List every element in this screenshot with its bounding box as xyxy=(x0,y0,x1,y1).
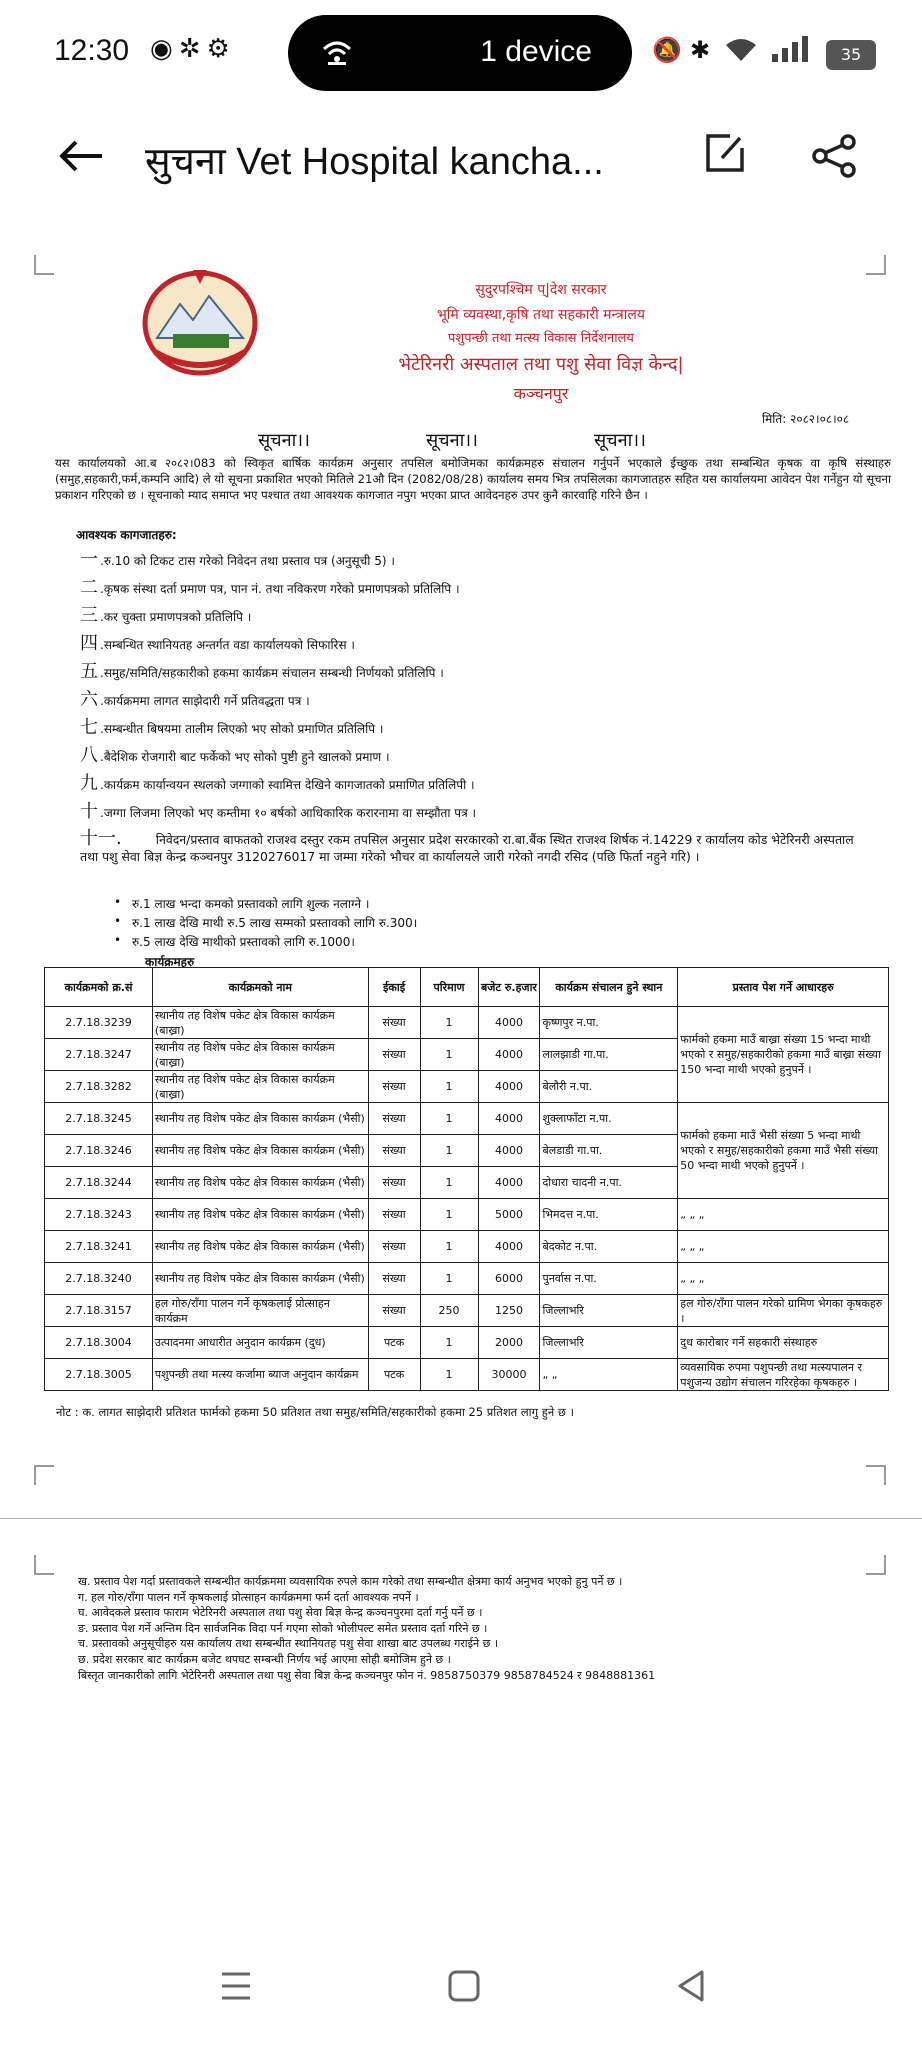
cell: 250 xyxy=(420,1295,478,1327)
cell: लालझाडी गा.पा. xyxy=(540,1039,678,1071)
cell: 2.7.18.3246 xyxy=(45,1135,153,1167)
cell: 2.7.18.3157 xyxy=(45,1295,153,1327)
footer-note: घ. आवेदकले प्रस्ताव फाराम भेटेरिनरी अस्पताल तथा पशु सेवा बिज्ञ केन्द्र कञ्चनपुरमा दर्ता गर्नु पर्ने छ । xyxy=(78,1606,483,1620)
cell: 4000 xyxy=(478,1103,540,1135)
cell: स्थानीय तह विशेष पकेट क्षेत्र विकास कार्यक्रम (बाख्रा) xyxy=(152,1007,368,1039)
programs-table xyxy=(44,967,889,1391)
cell: 4000 xyxy=(478,1007,540,1039)
table-row xyxy=(45,1263,889,1295)
cell: दोधारा चादनी न.पा. xyxy=(540,1167,678,1199)
district-name: कञ्चनपुर xyxy=(513,384,569,403)
column-header: परिमाण xyxy=(420,968,478,1007)
cell: 2.7.18.3247 xyxy=(45,1039,153,1071)
system-nav-bar xyxy=(0,1950,922,2048)
requirement-item: 二 .कृषक संस्था दर्ता प्रमाण पत्र, पान नं. तथा नविकरण गरेको प्रमाणपत्रको प्रतिलिपि । xyxy=(80,577,460,598)
page-title: सुचना Vet Hospital kancha... xyxy=(145,141,604,183)
cell: संख्या xyxy=(368,1263,420,1295)
cell: „ „ „ xyxy=(678,1231,889,1263)
cell: 1 xyxy=(420,1359,478,1391)
cell: 2.7.18.3282 xyxy=(45,1071,153,1103)
cell: फार्मको हकमा माउँ भैसी संख्या 5 भन्दा माथी भएको र समुह/सहकारीको हकमा माउँ भैसी संख्या 50 भन्दा माथी भएको हुनुपर्ने । xyxy=(678,1103,889,1199)
cell: 6000 xyxy=(478,1263,540,1295)
cell: फार्मको हकमा माउँ बाख्रा संख्या 15 भन्दा माथी भएको र समुह/सहकारीको हकमा माउँ बाख्रा संख्या 150 भन्दा माथी भएको हुनुपर्ने । xyxy=(678,1007,889,1103)
cell: स्थानीय तह विशेष पकेट क्षेत्र विकास कार्यक्रम (भैसी) xyxy=(152,1135,368,1167)
cell: संख्या xyxy=(368,1295,420,1327)
footer-note: ख. प्रस्ताव पेश गर्दा प्रस्तावकले सम्बन्धीत कार्यक्रममा व्यवसायिक रुपले काम गरेको तथा सम्बन्धीत क्षेत्रमा कार्य अनुभव भएको हुनु पर्ने छ । xyxy=(78,1575,623,1588)
clock: 12:30 xyxy=(54,34,130,67)
requirement-item: 三 .कर चुक्ता प्रमाणपत्रको प्रतिलिपि । xyxy=(80,605,252,626)
cell: 1250 xyxy=(478,1295,540,1327)
cell: स्थानीय तह विशेष पकेट क्षेत्र विकास कार्यक्रम (बाख्रा) xyxy=(152,1039,368,1071)
cell: 5000 xyxy=(478,1199,540,1231)
cell: स्थानीय तह विशेष पकेट क्षेत्र विकास कार्यक्रम (भैसी) xyxy=(152,1231,368,1263)
table-header-row xyxy=(45,968,889,1007)
messenger-icon: ◉ xyxy=(150,34,179,64)
cell: 2.7.18.3240 xyxy=(45,1263,153,1295)
fee-item: • रु.1 लाख भन्दा कमको प्रस्तावको लागि शुल्क नलाग्ने । xyxy=(132,895,369,912)
cell: 1 xyxy=(420,1231,478,1263)
table-row xyxy=(45,1103,889,1135)
device-count: 1 device xyxy=(480,35,592,68)
sync-icon: ✲ xyxy=(178,34,207,64)
cell: संख्या xyxy=(368,1167,420,1199)
cell: 1 xyxy=(420,1263,478,1295)
footer-note: छ. प्रदेश सरकार बाट कार्यक्रम बजेट थपघट सम्बन्धी निर्णय भई आएमा सोही बमोजिम हुने छ । xyxy=(78,1652,451,1666)
requirement-item: 一 .रु.10 को टिकट टास गरेको निवेदन तथा प्रस्ताव पत्र (अनुसूची 5) । xyxy=(80,549,395,570)
recent-apps-icon[interactable] xyxy=(218,1966,254,2010)
back-icon[interactable] xyxy=(672,1966,708,2010)
cell: 4000 xyxy=(478,1071,540,1103)
cell: संख्या xyxy=(368,1039,420,1071)
cell: 4000 xyxy=(478,1167,540,1199)
cell: उत्पादनमा आधारीत अनुदान कार्यक्रम (दुध) xyxy=(152,1327,368,1359)
cell: 2000 xyxy=(478,1327,540,1359)
signal-icon xyxy=(770,36,814,68)
cell: पुनर्वास न.पा. xyxy=(540,1263,678,1295)
cell: संख्या xyxy=(368,1231,420,1263)
cell: हल गोरु/राँगा पालन गरेको ग्रामिण भेगका कृषकहरु । xyxy=(678,1295,889,1327)
wifi-icon xyxy=(724,36,758,68)
cell: 1 xyxy=(420,1039,478,1071)
column-header: बजेट रु.हजार xyxy=(478,968,540,1007)
programs-heading: कार्यक्रमहरु xyxy=(145,955,195,969)
cell: 2.7.18.3239 xyxy=(45,1007,153,1039)
notice-word: सूचना।। xyxy=(594,430,646,451)
table-row xyxy=(45,1327,889,1359)
footer-note: बिस्तृत जानकारीको लागि भेटेरिनरी अस्पताल तथा पशु सेवा बिज्ञ केन्द्र कञ्चनपुर फोन नं. 9858750379 9858784524 र 9848881361 xyxy=(78,1668,656,1682)
table-row xyxy=(45,1359,889,1391)
battery-icon: 35 xyxy=(826,40,876,70)
home-icon[interactable] xyxy=(446,1966,482,2010)
page-corner xyxy=(34,1465,54,1485)
cell: स्थानीय तह विशेष पकेट क्षेत्र विकास कार्यक्रम (भैसी) xyxy=(152,1263,368,1295)
cell: 1 xyxy=(420,1103,478,1135)
cell: संख्या xyxy=(368,1007,420,1039)
table-row xyxy=(45,1295,889,1327)
requirement-item: 六 .कार्यक्रममा लागत साझेदारी गर्ने प्रतिवद्धता पत्र । xyxy=(80,689,310,710)
cell: व्यवसायिक रुपमा पशुपन्छी तथा मत्स्यपालन र पशुजन्य उद्योग संचालन गरिरहेका कृषकहरु । xyxy=(678,1359,889,1391)
cell: 2.7.18.3243 xyxy=(45,1199,153,1231)
cell: बेदकोट न.पा. xyxy=(540,1231,678,1263)
gov-name: सुदुरपश्चिम प्|देश सरकार xyxy=(475,282,607,298)
column-header: कार्यक्रम संचालन हुने स्थान xyxy=(540,968,678,1007)
settings-icon: ⚙ xyxy=(206,34,236,64)
ministry-name: भूमि व्यवस्था,कृषि तथा सहकारी मन्त्रालय xyxy=(436,307,646,323)
cell: 1 xyxy=(420,1199,478,1231)
footer-note: च. प्रस्तावको अनुसूचीहरु यस कार्यालय तथा सम्बन्धीत स्थानियतह पशु सेवा शाखा बाट उपलब्ध गराईने छ । xyxy=(78,1637,498,1651)
cell: दुध कारोबार गर्ने सहकारी संस्थाहरु xyxy=(678,1327,889,1359)
requirement-item: 七 .सम्बन्धीत बिषयमा तालीम लिएको भए सोको प्रमाणित प्रतिलिपि । xyxy=(80,717,384,738)
cell: 2.7.18.3005 xyxy=(45,1359,153,1391)
cell: स्थानीय तह विशेष पकेट क्षेत्र विकास कार्यक्रम (भैसी) xyxy=(152,1103,368,1135)
share-icon[interactable] xyxy=(810,132,858,180)
cell: 4000 xyxy=(478,1231,540,1263)
page-divider xyxy=(0,1518,922,1519)
cell: बेलौरी न.पा. xyxy=(540,1071,678,1103)
table-row xyxy=(45,1007,889,1039)
cell: पटक xyxy=(368,1327,420,1359)
cell: भिमदत्त न.पा. xyxy=(540,1199,678,1231)
cell: 4000 xyxy=(478,1135,540,1167)
cell: 30000 xyxy=(478,1359,540,1391)
fee-item: • रु.1 लाख देखि माथी रु.5 लाख सम्मको प्रस्तावको लागि रु.300। xyxy=(132,914,417,931)
cell: 2.7.18.3004 xyxy=(45,1327,153,1359)
wifi-hotspot-icon xyxy=(320,37,354,74)
notification-icons xyxy=(150,34,236,64)
directorate-name: पशुपन्छी तथा मत्स्य विकास निर्देशनालय xyxy=(448,331,634,346)
hospital-name: भेटेरिनरी अस्पताल तथा पशु सेवा विज्ञ केन्द| xyxy=(398,354,684,375)
requirement-item: 五 .समुह/समिति/सहकारीको हकमा कार्यक्रम संचालन सम्बन्धी निर्णयको प्रतिलिपि । xyxy=(80,661,444,682)
cell: जिल्लाभरि xyxy=(540,1295,678,1327)
requirements-heading: आवश्यक कागजातहरु: xyxy=(76,528,177,542)
notice-word: सूचना।। xyxy=(426,430,478,451)
fee-item: • रु.5 लाख देखि माथीको प्रस्तावको लागि रु.1000। xyxy=(132,933,355,950)
mute-icon: 🔕 xyxy=(652,36,682,64)
requirement-item: 九 .कार्यक्रम कार्यान्वयन स्थलको जग्गाको स्वामित्त देखिने कागजातको प्रमाणित प्रतिलिपी । xyxy=(80,773,475,794)
table-note: नोट : क. लागत साझेदारी प्रतिशत फार्मको हकमा 50 प्रतिशत तथा समुह/समिति/सहकारीको हकमा 25 प्रतिशत लागु हुने छ । xyxy=(56,1405,574,1419)
cell: 1 xyxy=(420,1327,478,1359)
cell: „ „ xyxy=(540,1359,678,1391)
requirement-item: 四 .सम्बन्धित स्थानियतह अन्तर्गत वडा कार्यालयको सिफारिस । xyxy=(80,633,355,654)
cell: हल गोरु/राँगा पालन गर्ने कृषकलाई प्रोत्साहन कार्यक्रम xyxy=(152,1295,368,1327)
cell: 2.7.18.3245 xyxy=(45,1103,153,1135)
table-row xyxy=(45,1199,889,1231)
column-header: कार्यक्रमको नाम xyxy=(152,968,368,1007)
column-header: प्रस्ताव पेश गर्ने आधारहरु xyxy=(678,968,889,1007)
requirement-item: 八 .बैदेशिक रोजगारी बाट फर्केको भए सोको पुष्टी हुने खालको प्रमाण । xyxy=(80,745,390,766)
requirement-item: 十 .जग्गा लिजमा लिएको भए कम्तीमा १० बर्षको आधिकारिक करारनामा वा सम्झौता पत्र । xyxy=(80,801,477,822)
cell: „ „ „ xyxy=(678,1199,889,1231)
table-row xyxy=(45,1231,889,1263)
requirement-item: 十一. निवेदन/प्रस्ताव बाफतको राजश्व दस्तुर रकम तपसिल अनुसार प्रदेश सरकारको रा.बा.बैंक स्थित राजश्व शिर्षक नं.14229 र कार्यालय कोड भेटेरिनरी अस्पताल तथा पशु सेवा बिज्ञ केन्द्र कञ्चनपुर 3120276017 मा जम्मा गरेको भौचर वा कार्यालयले जारी गरेको नगदी रसिद (पछि फिर्ता नहुने गरि) । xyxy=(80,828,854,864)
cell: 4000 xyxy=(478,1039,540,1071)
page-corner xyxy=(866,255,886,275)
bluetooth-icon: ✱ xyxy=(690,36,711,64)
page-corner xyxy=(866,1465,886,1485)
cell: पशुपन्छी तथा मत्स्य कर्जामा ब्याज अनुदान कार्यक्रम xyxy=(152,1359,368,1391)
intro-paragraph: यस कार्यालयको आ.ब २०८२।083 को स्विकृत बार्षिक कार्यक्रम अनुसार तपसिल बमोजिमका कार्यक्रमहरु संचालन गर्नुपर्ने भएकाले ईच्छुक तथा सम्बन्धित कृषक वा कृषि संस्थाहरु (समुह,सहकारी,फर्म,कम्पनि आदि) ले यो सूचना प्रकाशित भएको मितिले 21औ दिन (2082/08/28) कार्यालय समय भित्र तपसिलका कागजातहरु सहित यस कार्यालयमा आवेदन पेश गर्नेहुन यो सूचना प्रकाशन गरिएको छ । सूचनाको म्याद समाप्त भए पश्चात तथा आवश्यक कागजात नपुग भएका प्राप्त आवेदनहरु उपर कुनै कारवाहि गरिने छैन । xyxy=(55,456,891,502)
notice-word: सूचना।। xyxy=(258,430,310,451)
status-bar xyxy=(0,0,922,105)
notice-date: मिति: २०८२।०८।०८ xyxy=(762,412,850,426)
column-header: कार्यक्रमको क्र.सं xyxy=(45,968,153,1007)
page-corner xyxy=(34,255,54,275)
cell: संख्या xyxy=(368,1199,420,1231)
cell: स्थानीय तह विशेष पकेट क्षेत्र विकास कार्यक्रम (बाख्रा) xyxy=(152,1071,368,1103)
cell: 1 xyxy=(420,1071,478,1103)
cell: 1 xyxy=(420,1167,478,1199)
cell: 2.7.18.3244 xyxy=(45,1167,153,1199)
app-bar xyxy=(0,110,922,206)
cell: स्थानीय तह विशेष पकेट क्षेत्र विकास कार्यक्रम (भैसी) xyxy=(152,1167,368,1199)
notice-heading xyxy=(258,428,762,452)
column-header: ईकाई xyxy=(368,968,420,1007)
device-pill[interactable] xyxy=(288,15,632,91)
footer-note: ङ. प्रस्ताव पेश गर्ने अन्तिम दिन सार्वजनिक विदा पर्न गएमा सोको भोलीपल्ट समेत प्रस्ताव दर्ता गरिने छ । xyxy=(78,1621,488,1635)
cell: „ „ „ xyxy=(678,1263,889,1295)
cell: 1 xyxy=(420,1007,478,1039)
cell: शुक्लाफाँटा न.पा. xyxy=(540,1103,678,1135)
back-arrow-icon[interactable] xyxy=(56,132,106,188)
cell: स्थानीय तह विशेष पकेट क्षेत्र विकास कार्यक्रम (भैसी) xyxy=(152,1199,368,1231)
cell: बेलडाडी गा.पा. xyxy=(540,1135,678,1167)
footer-notes xyxy=(78,1574,678,1683)
cell: संख्या xyxy=(368,1071,420,1103)
cell: पटक xyxy=(368,1359,420,1391)
cell: 1 xyxy=(420,1135,478,1167)
edit-icon[interactable] xyxy=(704,132,746,174)
page-corner xyxy=(866,1555,886,1575)
cell: संख्या xyxy=(368,1135,420,1167)
cell: जिल्लाभरि xyxy=(540,1327,678,1359)
page-corner xyxy=(34,1555,54,1575)
cell: संख्या xyxy=(368,1103,420,1135)
cell: कृष्णपुर न.पा. xyxy=(540,1007,678,1039)
footer-note: ग. हल गोरु/राँगा पालन गर्ने कृषकलाई प्रोत्साहन कार्यक्रममा फर्म दर्ता आवश्यक नपर्ने । xyxy=(78,1590,419,1604)
cell: 2.7.18.3241 xyxy=(45,1231,153,1263)
